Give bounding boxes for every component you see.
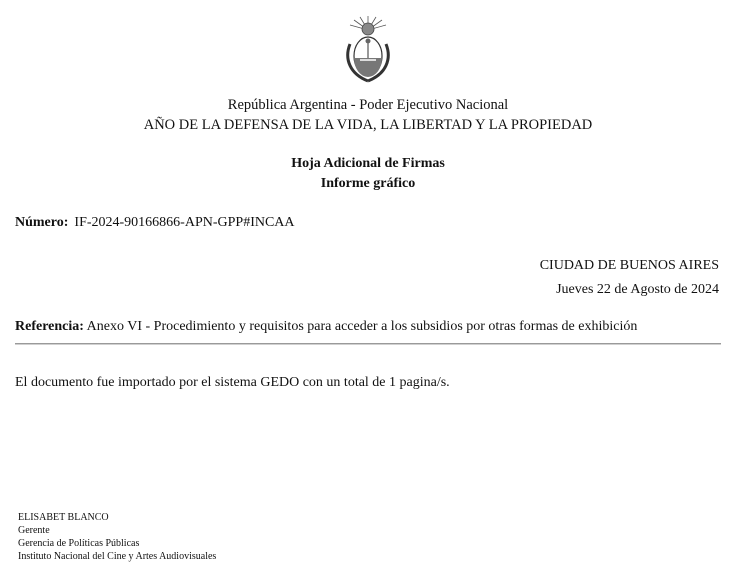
date: Jueves 22 de Agosto de 2024 bbox=[556, 282, 719, 297]
place: CIUDAD DE BUENOS AIRES bbox=[539, 258, 719, 273]
numero-row bbox=[15, 215, 295, 231]
body-text: El documento fue importado por el sistema GEDO con un total de 1 pagina/s. bbox=[15, 375, 450, 390]
signer-department: Gerencia de Políticas Públicas bbox=[18, 538, 140, 549]
numero-value: IF-2024-90166866-APN-GPP#INCAA bbox=[74, 215, 295, 230]
header-line-2: AÑO DE LA DEFENSA DE LA VIDA, LA LIBERTAD Y LA PROPIEDAD bbox=[143, 117, 593, 133]
referencia-row bbox=[15, 319, 637, 335]
referencia-label: Referencia: bbox=[15, 319, 84, 334]
referencia-value: Anexo VI - Procedimiento y requisitos para acceder a los subsidios por otras formas de exhibición bbox=[86, 319, 638, 334]
header-line-1: República Argentina - Poder Ejecutivo Nacional bbox=[227, 97, 509, 113]
document-title: Hoja Adicional de Firmas bbox=[291, 156, 445, 171]
divider bbox=[15, 343, 721, 345]
signer-institution: Instituto Nacional del Cine y Artes Audiovisuales bbox=[18, 551, 217, 562]
signer-name: ELISABET BLANCO bbox=[18, 512, 109, 523]
coat-of-arms-icon bbox=[340, 14, 396, 84]
document-subtitle: Informe gráfico bbox=[320, 176, 416, 191]
signature-block bbox=[18, 511, 216, 563]
numero-label: Número: bbox=[15, 215, 69, 230]
signer-role: Gerente bbox=[18, 525, 50, 536]
